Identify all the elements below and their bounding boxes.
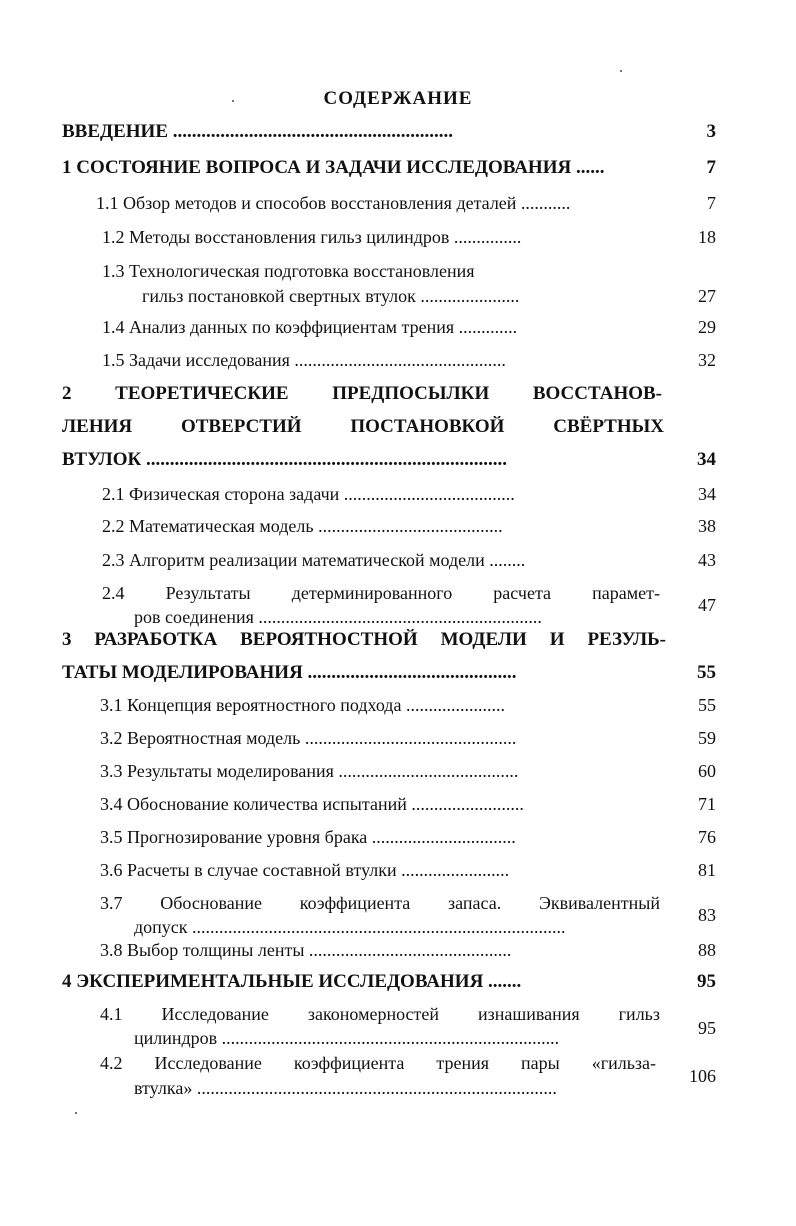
toc-entry-text: 1.1 Обзор методов и способов восстановления деталей ........... xyxy=(96,193,571,213)
toc-entry-text: 2.1 Физическая сторона задачи ...................................... xyxy=(102,484,515,504)
toc-entry-text: 3.8 Выбор толщины ленты ............................................. xyxy=(100,940,512,960)
toc-entry-text: ВТУЛОК ............................................................................ xyxy=(62,449,507,470)
toc-entry-text: ВВЕДЕНИЕ ........................................................... xyxy=(62,121,453,142)
toc-entry-text: 3.3 Результаты моделирования ........................................ xyxy=(100,761,519,781)
toc-page-number: 106 xyxy=(689,1066,716,1086)
toc-page-number: 71 xyxy=(698,794,716,814)
toc-page-number: 3 xyxy=(706,121,716,142)
toc-entry-text: 3.2 Вероятностная модель ............................................... xyxy=(100,728,517,748)
toc-entry-text: ров соединения ............................................................... xyxy=(134,607,542,627)
toc-entry-text: 2.2 Математическая модель ......................................... xyxy=(102,516,503,536)
toc-entry-text: 4 ЭКСПЕРИМЕНТАЛЬНЫЕ ИССЛЕДОВАНИЯ ....... xyxy=(62,971,522,992)
toc-page-number: 34 xyxy=(698,484,716,504)
toc-entry-text: 3.7 Обоснование коэффициента запаса. Эквивалентный xyxy=(100,893,660,913)
toc-page-number: 76 xyxy=(698,827,716,847)
toc-entry-text: 1.4 Анализ данных по коэффициентам трения ............. xyxy=(102,317,518,337)
scan-speck xyxy=(232,100,234,102)
toc-page-number: 88 xyxy=(698,940,716,960)
toc-entry-text: втулка» ................................................................................ xyxy=(134,1078,557,1098)
toc-page-number: 60 xyxy=(698,761,716,781)
toc-entry-text: ТАТЫ МОДЕЛИРОВАНИЯ ............................................ xyxy=(62,662,517,683)
toc-entry-text: 3.4 Обоснование количества испытаний ......................... xyxy=(100,794,524,814)
scan-speck xyxy=(75,1112,77,1114)
toc-page-number: 32 xyxy=(698,350,716,370)
toc-entry-text: 3.5 Прогнозирование уровня брака ................................ xyxy=(100,827,516,847)
toc-page-number: 7 xyxy=(707,193,716,213)
toc-entry-text: 3.1 Концепция вероятностного подхода ...................... xyxy=(100,695,505,715)
toc-page-number: 95 xyxy=(697,971,716,992)
toc-page-number: 43 xyxy=(698,550,716,570)
toc-entry-text: 2.3 Алгоритм реализации математической модели ........ xyxy=(102,550,526,570)
toc-entry-text: 3 РАЗРАБОТКА ВЕРОЯТНОСТНОЙ МОДЕЛИ И РЕЗУЛЬ- xyxy=(62,629,666,650)
toc-page-number: 38 xyxy=(698,516,716,536)
toc-page-number: 95 xyxy=(698,1018,716,1038)
toc-page-number: 55 xyxy=(698,695,716,715)
toc-entry-text: ЛЕНИЯ ОТВЕРСТИЙ ПОСТАНОВКОЙ СВЁРТНЫХ xyxy=(62,416,664,437)
scan-speck xyxy=(620,70,622,72)
toc-page-number: 47 xyxy=(698,595,716,615)
toc-page-number: 34 xyxy=(697,449,716,470)
toc-page-number: 83 xyxy=(698,905,716,925)
toc-entry-text: гильз постановкой свертных втулок ...................... xyxy=(142,286,520,306)
toc-page-number: 18 xyxy=(698,227,716,247)
toc-entry-text: 4.2 Исследование коэффициента трения пары «гильза- xyxy=(100,1053,656,1073)
toc-page-number: 29 xyxy=(698,317,716,337)
toc-page-number: 81 xyxy=(698,860,716,880)
toc-entry-text: 1 СОСТОЯНИЕ ВОПРОСА И ЗАДАЧИ ИССЛЕДОВАНИЯ ...... xyxy=(62,157,605,178)
page-title: СОДЕРЖАНИЕ xyxy=(323,88,473,109)
toc-entry-text: 1.5 Задачи исследования ............................................... xyxy=(102,350,506,370)
toc-entry-text: допуск ................................................................................... xyxy=(134,917,566,937)
toc-page-number: 7 xyxy=(706,157,716,178)
toc-entry-text: 2.4 Результаты детерминированного расчета парамет- xyxy=(102,583,660,603)
toc-entry-text: 2 ТЕОРЕТИЧЕСКИЕ ПРЕДПОСЫЛКИ ВОССТАНОВ- xyxy=(62,383,662,404)
toc-page-number: 27 xyxy=(698,286,716,306)
toc-entry-text: 4.1 Исследование закономерностей изнашивания гильз xyxy=(100,1004,660,1024)
toc-entry-text: цилиндров ........................................................................... xyxy=(134,1028,560,1048)
toc-page-number: 55 xyxy=(697,662,716,683)
toc-page-number: 59 xyxy=(698,728,716,748)
toc-entry-text: 1.3 Технологическая подготовка восстановления xyxy=(102,261,475,281)
toc-entry-text: 1.2 Методы восстановления гильз цилиндров ............... xyxy=(102,227,522,247)
toc-entry-text: 3.6 Расчеты в случае составной втулки ........................ xyxy=(100,860,510,880)
